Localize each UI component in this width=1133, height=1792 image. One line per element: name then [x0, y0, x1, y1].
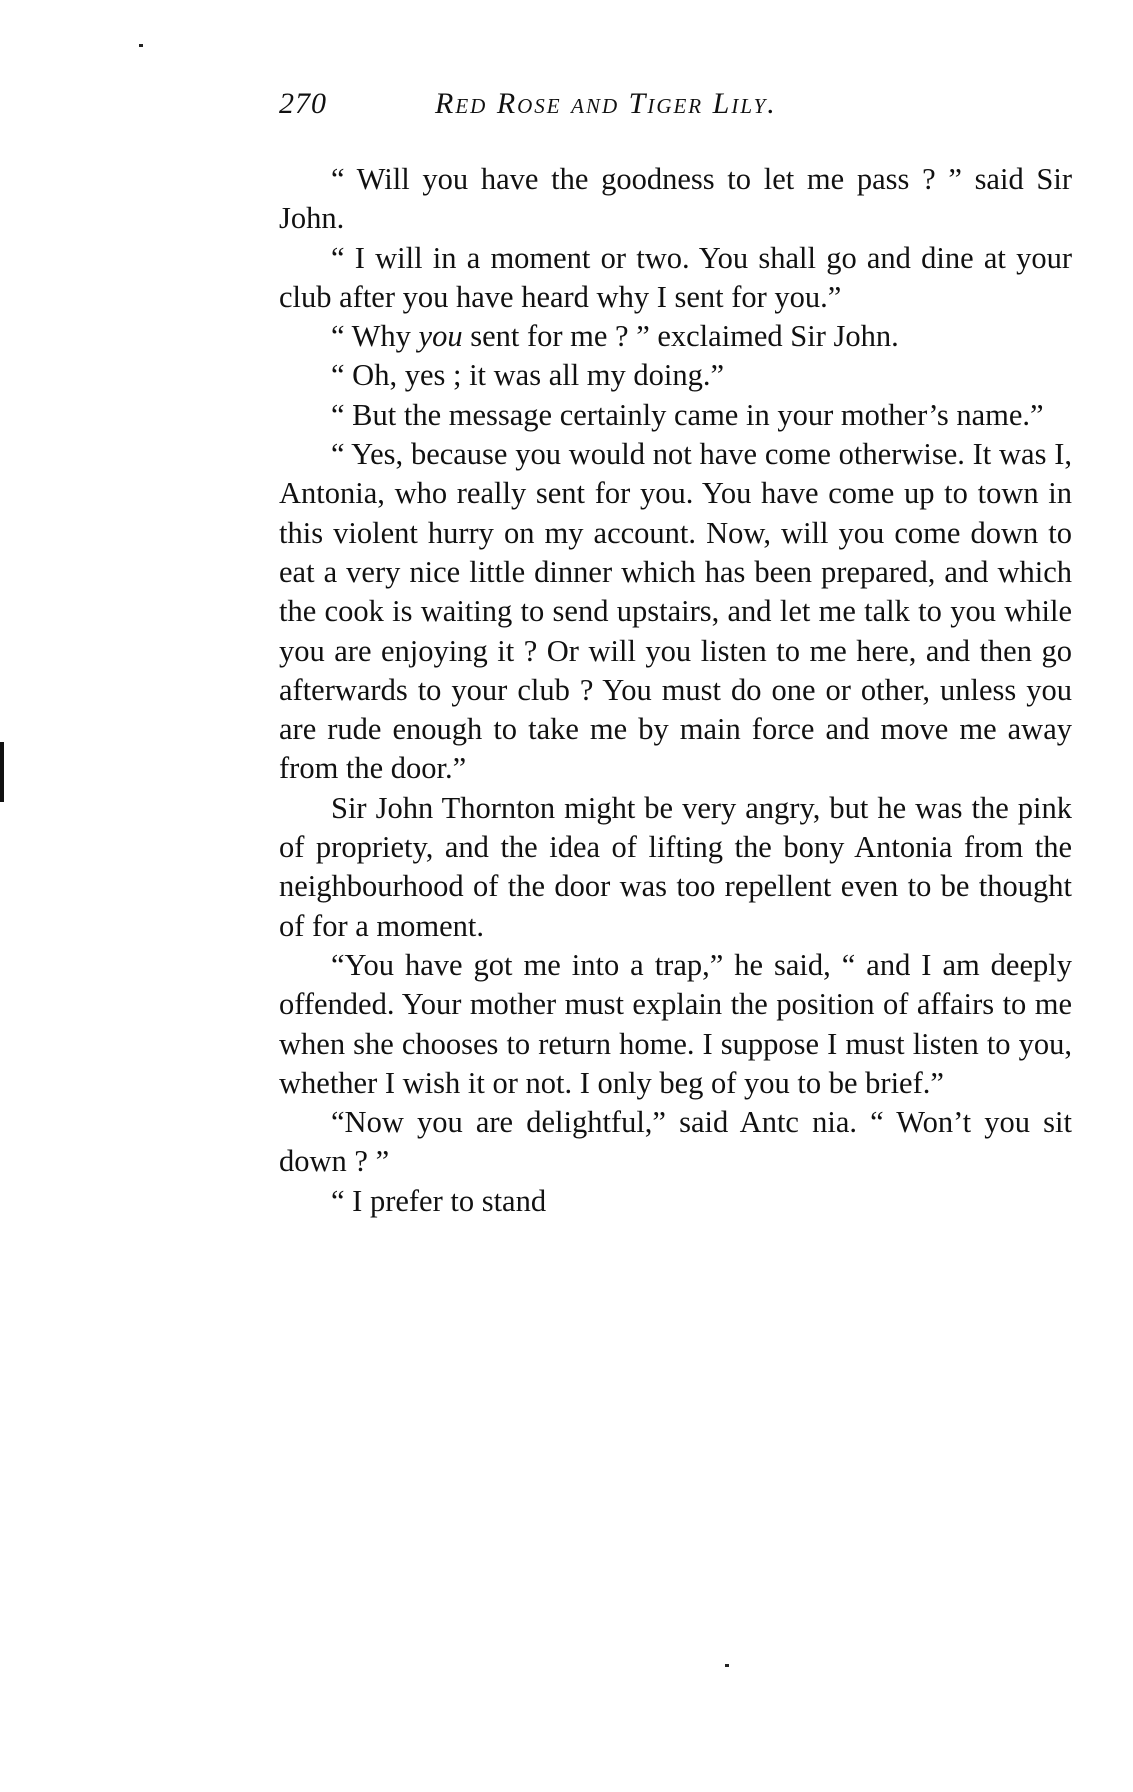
paragraph: “You have got me into a trap,” he said, “ and I am deeply offended. Your mother must explain the position of affairs to me when she chooses to return home. I suppose I must listen to you, whether I wish it or not. I only beg of you to be brief.”	[279, 947, 1072, 1100]
paragraph: “ I prefer to stand	[331, 1183, 547, 1218]
paragraph: “ I will in a moment or two. You shall go and dine at your club after you have heard why I sent for you.”	[279, 240, 1072, 314]
paragraph: “ But the message certainly came in your mother’s name.”	[331, 397, 1044, 432]
ink-speck	[725, 1664, 729, 1667]
ink-speck	[139, 44, 143, 47]
paragraph	[279, 317, 1072, 356]
margin-scan-mark	[0, 742, 4, 802]
running-title: Red Rose and Tiger Lily.	[435, 87, 777, 120]
paragraph-text: sent for me ? ” exclaimed Sir John.	[462, 319, 899, 354]
page-header	[279, 82, 1079, 126]
paragraph: “ Will you have the goodness to let me pass ? ” said Sir John.	[279, 162, 1072, 236]
paragraph: Sir John Thornton might be very angry, but he was the pink of propriety, and the idea of lifting the bony Antonia from the neighbourhood of the door was too repellent even to be thought of for a moment.	[279, 790, 1072, 943]
page-number: 270	[279, 87, 327, 120]
paragraph: “ Yes, because you would not have come otherwise. It was I, Antonia, who really sent for you. You have come up to town in this violent hurry on my account. Now, will you come down to eat a very nice little dinner which has been prepared, and which the cook is waiting to send upstairs, and let me talk to you while you are enjoying it ? Or will you listen to me here, and then go afterwards to your club ? You must do one or other, unless you are rude enough to take me by main force and move me away from the door.”	[279, 437, 1072, 786]
emphasized-word: you	[418, 319, 463, 354]
paragraph: “Now you are delightful,” said Antc nia. “ Won’t you sit down ? ”	[279, 1105, 1072, 1179]
paragraph-text: “ Why	[331, 319, 419, 354]
paragraph: “ Oh, yes ; it was all my doing.”	[331, 358, 725, 393]
body-text	[279, 160, 1072, 1221]
